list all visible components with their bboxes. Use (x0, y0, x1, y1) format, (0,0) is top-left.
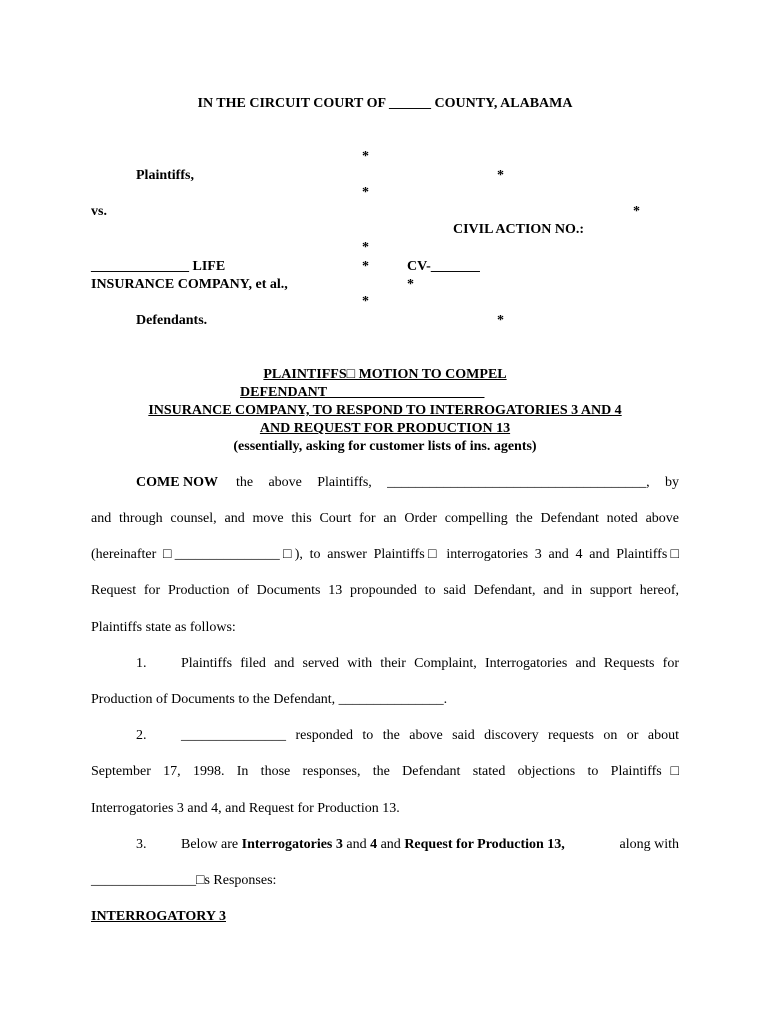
paragraph-3-line2: _______________□s Responses: (91, 873, 277, 888)
paragraph-3-bold-interrogatories: Interrogatories 3 (241, 837, 343, 852)
paragraph-2-line1: _______________ responded to the above said discovery requests on or about (181, 728, 679, 743)
paragraph-3-bold-four: 4 (370, 837, 378, 852)
intro-line5: Plaintiffs state as follows: (91, 620, 236, 635)
defendants-label: Defendants. (136, 313, 208, 328)
intro-line2: and through counsel, and move this Court for an Order compelling the Defendant noted above (91, 511, 679, 526)
paragraph-3-line1 (181, 836, 679, 853)
cv-number: CV-_______ (407, 259, 480, 274)
plaintiffs-label: Plaintiffs, (136, 168, 194, 183)
caption-star: * (497, 168, 504, 183)
defendant-company-line1: ______________ LIFE (91, 259, 226, 274)
paragraph-1-line2: Production of Documents to the Defendant, _______________. (91, 692, 448, 707)
defendant-company-line2: INSURANCE COMPANY, et al., (91, 277, 288, 292)
paragraph-2-line2: September 17, 1998. In those responses, the Defendant stated objections to Plaintiffs□ (91, 764, 679, 779)
motion-title-line4: AND REQUEST FOR PRODUCTION 13 (259, 421, 511, 436)
civil-action-label: CIVIL ACTION NO.: (453, 222, 585, 237)
caption-star: * (362, 259, 369, 274)
paragraph-number: 3. (136, 837, 147, 852)
vs-label: vs. (91, 204, 107, 219)
paragraph-3-mid2: and (377, 837, 405, 852)
paragraph-number: 2. (136, 728, 147, 743)
motion-subtitle: (essentially, asking for customer lists of ins. agents) (233, 439, 537, 454)
paragraph-1-line1: Plaintiffs filed and served with their Complaint, Interrogatories and Requests for (181, 656, 679, 671)
motion-title-line1: PLAINTIFFS□ MOTION TO COMPEL (263, 367, 507, 382)
caption-star: * (362, 240, 369, 255)
intro-line4: Request for Production of Documents 13 propounded to said Defendant, and in support hereof, (91, 583, 679, 598)
paragraph-3-bold-request: Request for Production 13, (404, 837, 565, 852)
intro-line1: the above Plaintiffs, _____________________________________, by (236, 475, 679, 490)
caption-star: * (362, 149, 369, 164)
caption-star: * (362, 294, 369, 309)
court-header: IN THE CIRCUIT COURT OF ______ COUNTY, ALABAMA (197, 96, 573, 111)
paragraph-number: 1. (136, 656, 147, 671)
section-heading: INTERROGATORY 3 (91, 909, 226, 924)
paragraph-3-text (181, 836, 565, 853)
caption-star: * (407, 277, 414, 292)
caption-star: * (633, 204, 640, 219)
motion-title-line3: INSURANCE COMPANY, TO RESPOND TO INTERROGATORIES 3 AND 4 (148, 403, 622, 418)
come-now: COME NOW (136, 475, 219, 490)
paragraph-2-line3: Interrogatories 3 and 4, and Request for Production 13. (91, 801, 400, 816)
paragraph-3-post: along with (616, 837, 679, 852)
paragraph-3-mid1: and (342, 837, 371, 852)
caption-star: * (497, 313, 504, 328)
paragraph-3-pre: Below are (181, 837, 242, 852)
motion-title-line2: DEFENDANT ______________________ (240, 385, 485, 400)
intro-line3: (hereinafter □_______________□), to answer Plaintiffs□ interrogatories 3 and 4 and Plaintiffs□ (91, 547, 679, 562)
caption-star: * (362, 185, 369, 200)
